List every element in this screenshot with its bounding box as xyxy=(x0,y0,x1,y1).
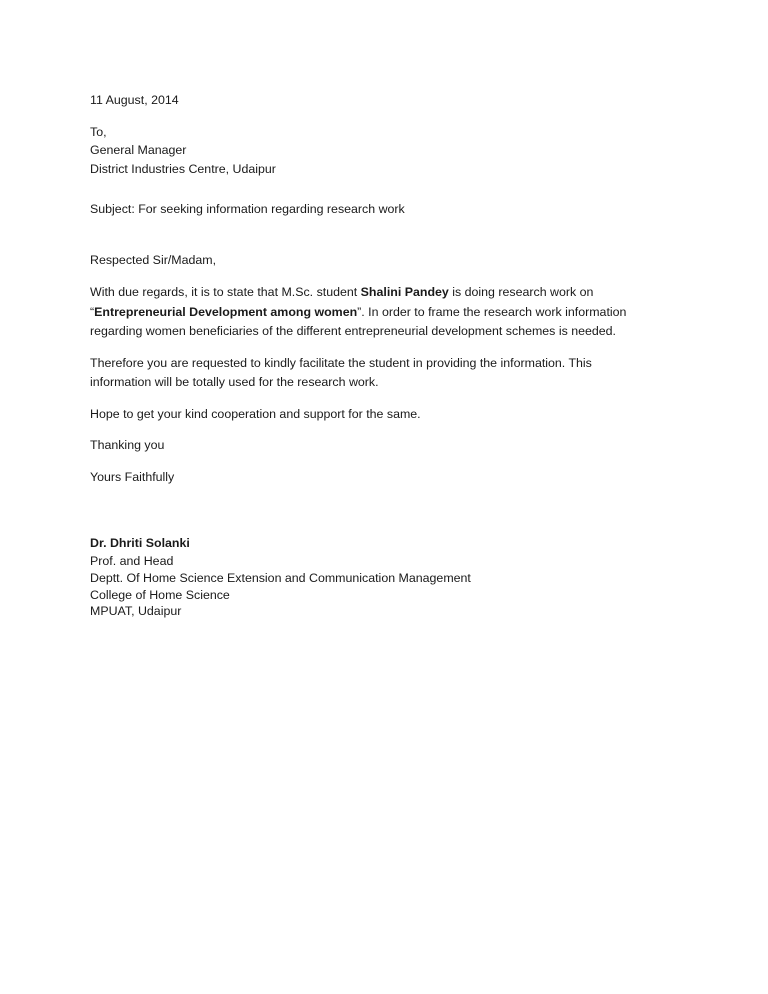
student-name: Shalini Pandey xyxy=(360,285,449,299)
thanks-line: Thanking you xyxy=(90,438,165,452)
paragraph1-line3: regarding women beneficiaries of the different entrepreneurial development schemes is needed. xyxy=(90,324,617,338)
signatory-department: Deptt. Of Home Science Extension and Communication Management xyxy=(90,571,471,585)
signatory-position: Prof. and Head xyxy=(90,554,174,568)
paragraph1-line1 xyxy=(90,284,593,301)
closing-line: Yours Faithfully xyxy=(90,470,175,484)
letter-page xyxy=(90,0,690,994)
recipient-organization: District Industries Centre, Udaipur xyxy=(90,162,276,176)
signatory-name-text: Dr. Dhriti Solanki xyxy=(90,536,190,550)
recipient-title: General Manager xyxy=(90,143,187,157)
paragraph1-intro: With due regards, it is to state that M.Sc. student xyxy=(90,285,361,299)
signatory-name xyxy=(90,535,190,552)
letter-date: 11 August, 2014 xyxy=(90,93,179,107)
paragraph3: Hope to get your kind cooperation and support for the same. xyxy=(90,407,421,421)
signatory-university: MPUAT, Udaipur xyxy=(90,604,182,618)
paragraph2-line2: information will be totally used for the research work. xyxy=(90,375,379,389)
open-quote: “ xyxy=(90,305,95,319)
signatory-college: College of Home Science xyxy=(90,588,230,602)
paragraph1-after-topic: ”. In order to frame the research work information xyxy=(357,305,627,319)
letter-subject: Subject: For seeking information regarding research work xyxy=(90,202,405,216)
salutation: Respected Sir/Madam, xyxy=(90,253,217,267)
paragraph1-line2 xyxy=(90,304,626,321)
research-topic: Entrepreneurial Development among women xyxy=(94,305,358,319)
recipient-to: To, xyxy=(90,125,107,139)
paragraph1-after-name: is doing research work on xyxy=(448,285,594,299)
paragraph2-line1: Therefore you are requested to kindly facilitate the student in providing the information. This xyxy=(90,356,592,370)
